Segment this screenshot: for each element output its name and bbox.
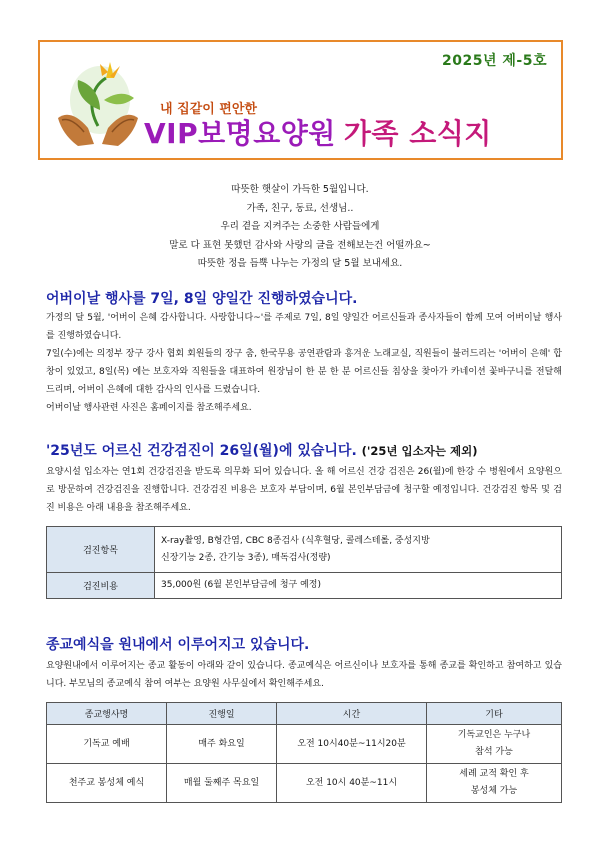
intro-line: 따뜻한 정을 듬뿍 나누는 가정의 달 5월 보내세요. <box>197 258 403 269</box>
paragraph: 어버이날 행사관련 사진은 홈페이지를 참조해주세요. <box>46 403 252 413</box>
section-health-check-heading <box>46 440 477 460</box>
heading-aside: ('25년 입소자는 제외) <box>361 444 478 458</box>
note-line: 기독교인은 누구나 <box>457 730 531 740</box>
table-row <box>47 527 562 573</box>
event-day: 매주 화요일 <box>167 725 277 764</box>
section-religion-body: 요양원내에서 이루어지는 종교 활동이 아래와 같이 있습니다. 종교예식은 어르신이나 보호자를 통해 종교를 확인하고 참여하고 있습니다. 부모님의 종교예식 참여 여부는 요양원 사무실에서 확인해주세요. <box>46 661 562 689</box>
intro-message <box>0 181 600 274</box>
value-line: X-ray촬영, B형간염, CBC 8종검사 (식후혈당, 콜레스테롤, 중성지방 <box>161 535 430 546</box>
value-line: 신장기능 2종, 간기능 3종), 매독검사(정량) <box>161 552 331 563</box>
table-label: 검진비용 <box>47 573 155 599</box>
title-accent: 가족 소식지 <box>343 117 492 150</box>
table-value <box>155 527 562 573</box>
column-header: 종교행사명 <box>47 703 167 725</box>
paragraph: 7일(수)에는 의정부 장구 강사 협회 회원들의 장구 춤, 한국무용 공연관람과 흥겨운 노래교실, 직원들이 불러드리는 '어버이 은혜' 합창이 있었고, 8일(목) 에는 보호자와 직원들을 대표하여 원장님이 한 분 한 분 어르신들 침상을 찾아가 카네이션 꽃바구니를 전달해드리며, 어버이 은혜에 대한 감사의 인사를 드렸습니다. <box>46 349 562 395</box>
note-line: 봉성체 가능 <box>470 786 518 796</box>
heading-text: '25년도 어르신 건강검진이 26일(월)에 있습니다. <box>46 443 357 459</box>
event-note <box>427 725 562 764</box>
paragraph: 가정의 달 5월, '어버이 은혜 감사합니다. 사랑합니다~'를 주제로 7일, 8일 양일간 어르신들과 종사자들이 함께 모여 어버이날 행사를 진행하였습니다. <box>46 313 562 341</box>
column-header: 진행일 <box>167 703 277 725</box>
table-row <box>47 764 562 803</box>
table-label: 검진항목 <box>47 527 155 573</box>
section-parents-day-heading: 어버이날 행사를 7일, 8일 양일간 진행하였습니다. <box>46 291 358 307</box>
title-main: VIP보명요양원 <box>144 117 336 150</box>
section-parents-day-body <box>46 309 562 417</box>
event-day: 매월 둘째주 목요일 <box>167 764 277 803</box>
health-check-table <box>46 526 562 599</box>
event-time: 오전 10시40분~11시20분 <box>277 725 427 764</box>
hands-sprout-logo-icon <box>48 48 148 154</box>
section-religion-heading: 종교예식을 원내에서 이루어지고 있습니다. <box>46 637 310 653</box>
intro-line: 가족, 친구, 동료, 선생님.. <box>246 202 354 214</box>
note-line: 참석 가능 <box>475 747 513 757</box>
newsletter-title <box>144 112 492 152</box>
column-header: 기타 <box>427 703 562 725</box>
issue-number: 2025년 제-5호 <box>442 53 547 69</box>
table-row <box>47 573 562 599</box>
event-name: 천주교 봉성체 예식 <box>47 764 167 803</box>
section-health-check-body: 요양시설 입소자는 연1회 건강검진을 받도록 의무화 되어 있습니다. 올 해 어르신 건강 검진은 26(월)에 한강 수 병원에서 요양원으로 방문하여 건강검진을 진행합니다. 건강검진 비용은 보호자 부담이며, 6월 본인부담금에 청구할 예정입니다. 건강검진 항목 및 검진 비용은 아래 내용을 참조해주세요. <box>46 467 562 513</box>
note-line: 세례 교적 확인 후 <box>459 769 529 779</box>
event-note <box>427 764 562 803</box>
intro-line: 말로 다 표현 못했던 감사와 사랑의 글을 전해보는건 어떨까요~ <box>169 239 431 251</box>
event-time: 오전 10시 40분~11시 <box>277 764 427 803</box>
header-banner <box>38 40 563 160</box>
intro-line: 우리 곁을 지켜주는 소중한 사람들에게 <box>220 221 380 232</box>
event-name: 기독교 예배 <box>47 725 167 764</box>
intro-line: 따뜻한 햇살이 가득한 5월입니다. <box>231 184 369 195</box>
table-row <box>47 725 562 764</box>
header-subtitle: 내 집같이 편안한 <box>160 102 257 117</box>
religion-schedule-table <box>46 702 562 803</box>
table-value: 35,000원 (6월 본인부담금에 청구 예정) <box>155 573 562 599</box>
column-header: 시간 <box>277 703 427 725</box>
table-header-row <box>47 703 562 725</box>
